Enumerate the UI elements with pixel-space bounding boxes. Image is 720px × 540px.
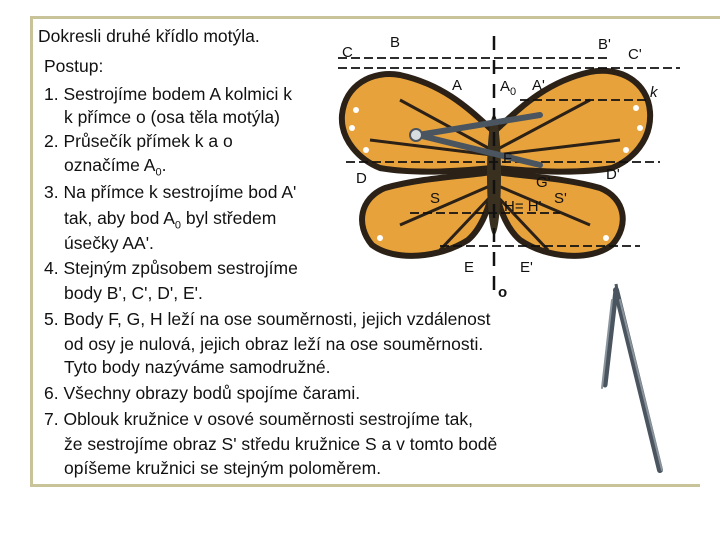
point-label-c-prime: C' [628,46,642,63]
step-1-line-1: 1. Sestrojíme bodem A kolmici k [44,84,293,104]
point-label-e-prime: E' [520,259,533,276]
point-label-a: A [452,77,463,94]
step-3-line-2: tak, aby bod $A_0$ byl středem [64,208,277,232]
point-label-a-prime: A' [532,77,545,94]
compass-drawing [602,290,662,470]
step-5-line-2: od osy je nulová, jejich obraz leží na ose souměrnosti. [64,334,484,354]
left-upper-wing [342,74,492,172]
point-label-s: S [430,190,441,207]
point-label-b: B [390,34,401,51]
step-4-line-1: 4. Stejným způsobem sestrojíme [44,258,298,278]
point-label-h: H= H' [504,198,542,215]
point-label-e: E [464,259,475,276]
step-1-line-2: k přímce o (osa těla motýla) [64,107,280,127]
point-label-c: C [342,44,353,61]
point-label-d-prime: D' [606,166,620,183]
step-7-line-1: 7. Oblouk kružnice v osové souměrnosti sestrojíme tak, [44,409,473,429]
point-label-b-prime: B' [598,36,611,53]
task-title: Dokresli druhé křídlo motýla. [38,26,260,46]
step-3-line-3: úsečky AA'. [64,233,154,253]
step-5-line-1: 5. Body F, G, H leží na ose souměrnosti, jejich vzdálenost [44,309,491,329]
point-label-a0: $A_0$ [500,78,517,98]
step-2-line-1: 2. Průsečík přímek k a o [44,131,233,151]
compass-hinge [410,129,422,141]
step-7-line-3: opíšeme kružnici se stejným poloměrem. [64,458,382,478]
procedure-heading: Postup: [44,56,104,76]
axis-label-o: o [498,284,508,301]
compass-handle [616,284,618,296]
step-3-line-1: 3. Na přímce k sestrojíme bod A' [44,182,297,202]
step-7-line-2: že sestrojíme obraz S' středu kružnice S a v tomto bodě [64,434,498,454]
step-5-line-3: Tyto body nazýváme samodružné. [64,357,331,377]
point-label-d: D [356,170,367,187]
point-label-s-prime: S' [554,190,567,207]
step-6: 6. Všechny obrazy bodů spojíme čarami. [44,383,361,403]
line-label-k: k [650,84,658,101]
point-label-g-prime: G' [536,174,551,191]
point-label-f: F [503,150,513,167]
step-4-line-2: body B', C', D', E'. [64,283,203,303]
step-2-line-2: označíme $A_0$. [64,155,167,179]
